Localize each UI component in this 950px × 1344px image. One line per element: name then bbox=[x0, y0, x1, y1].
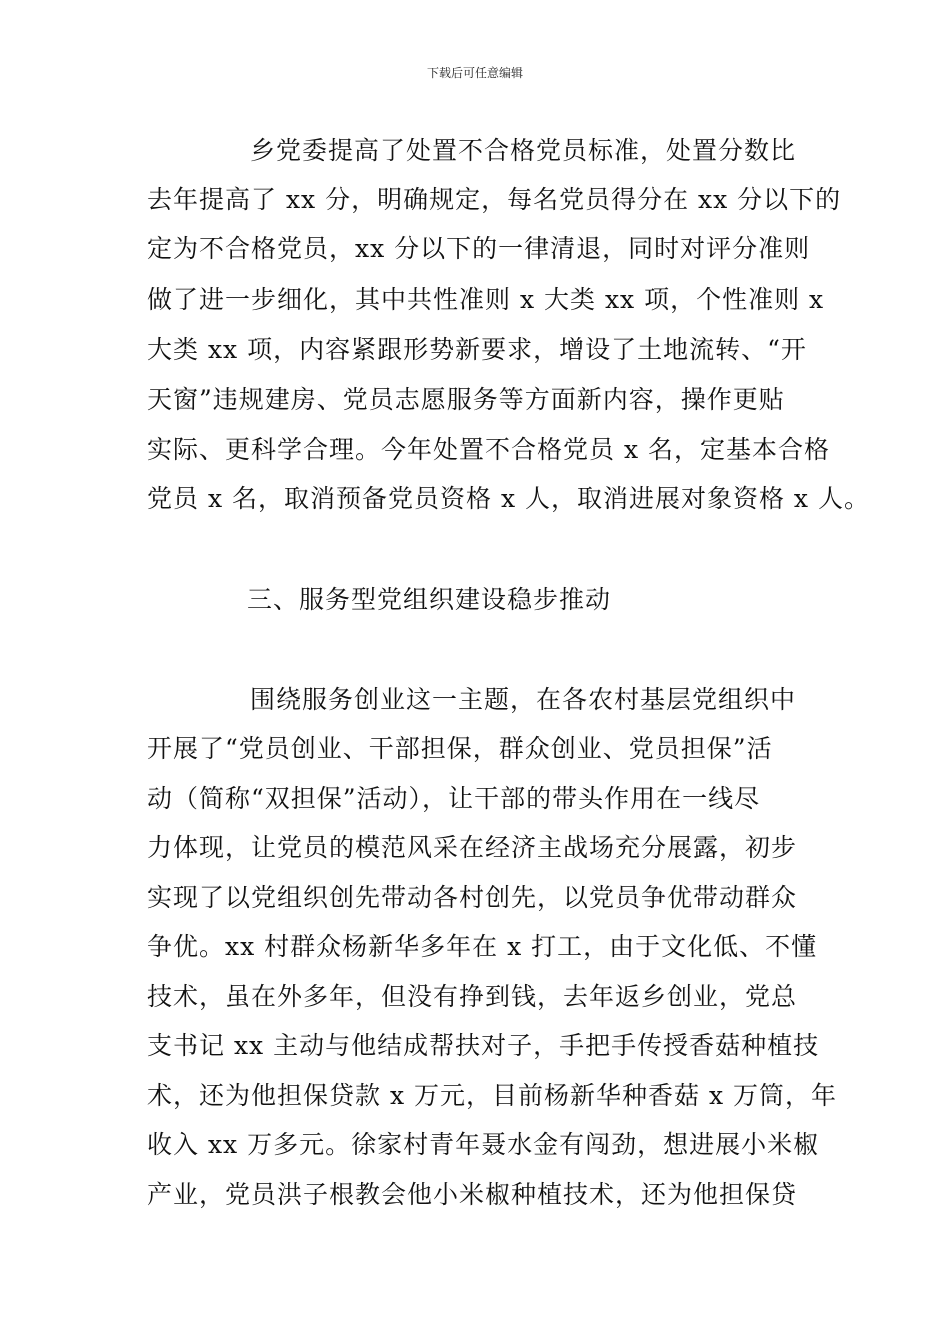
text-line: 天窗”违规建房、党员志愿服务等方面新内容，操作更贴 bbox=[147, 385, 785, 414]
text-line: 开展了“党员创业、干部担保，群众创业、党员担保”活 bbox=[147, 734, 773, 763]
page-header: 下载后可任意编辑 bbox=[426, 66, 523, 80]
text-line: 产业，党员洪子根教会他小米椒种植技术，还为他担保贷 bbox=[147, 1180, 798, 1209]
text-line: 动（简称“双担保”活动），让干部的带头作用在一线尽 bbox=[147, 784, 761, 813]
text-line: 实际、更科学合理。今年处置不合格党员 x 名，定基本合格 bbox=[147, 435, 830, 464]
text-line: 定为不合格党员，xx 分以下的一律清退，同时对评分准则 bbox=[147, 234, 811, 263]
text-line: 争优。xx 村群众杨新华多年在 x 打工，由于文化低、不懂 bbox=[147, 932, 818, 961]
text-line: 实现了以党组织创先带动各村创先，以党员争优带动群众 bbox=[147, 883, 798, 912]
text-line: 收入 xx 万多元。徐家村青年聂水金有闯劲，想进展小米椒 bbox=[147, 1130, 820, 1159]
text-line: 做了进一步细化，其中共性准则 x 大类 xx 项，个性准则 x bbox=[147, 285, 825, 314]
section-heading: 三、服务型党组织建设稳步推动 bbox=[247, 585, 612, 614]
text-line: 力体现，让党员的模范风采在经济主战场充分展露，初步 bbox=[147, 833, 798, 862]
text-line: 围绕服务创业这一主题，在各农村基层党组织中 bbox=[250, 685, 797, 714]
text-line: 去年提高了 xx 分，明确规定，每名党员得分在 xx 分以下的 bbox=[147, 185, 842, 214]
text-line: 乡党委提高了处置不合格党员标准，处置分数比 bbox=[250, 136, 797, 165]
text-line: 术，还为他担保贷款 x 万元，目前杨新华种香菇 x 万筒，年 bbox=[147, 1081, 837, 1110]
text-line: 大类 xx 项，内容紧跟形势新要求，增设了土地流转、“开 bbox=[147, 335, 807, 364]
text-line: 支书记 xx 主动与他结成帮扶对子，手把手传授香菇种植技 bbox=[147, 1031, 820, 1060]
text-line: 党员 x 名，取消预备党员资格 x 人，取消进展对象资格 x 人。 bbox=[147, 484, 870, 513]
text-line: 技术，虽在外多年，但没有挣到钱，去年返乡创业，党总 bbox=[147, 982, 798, 1011]
